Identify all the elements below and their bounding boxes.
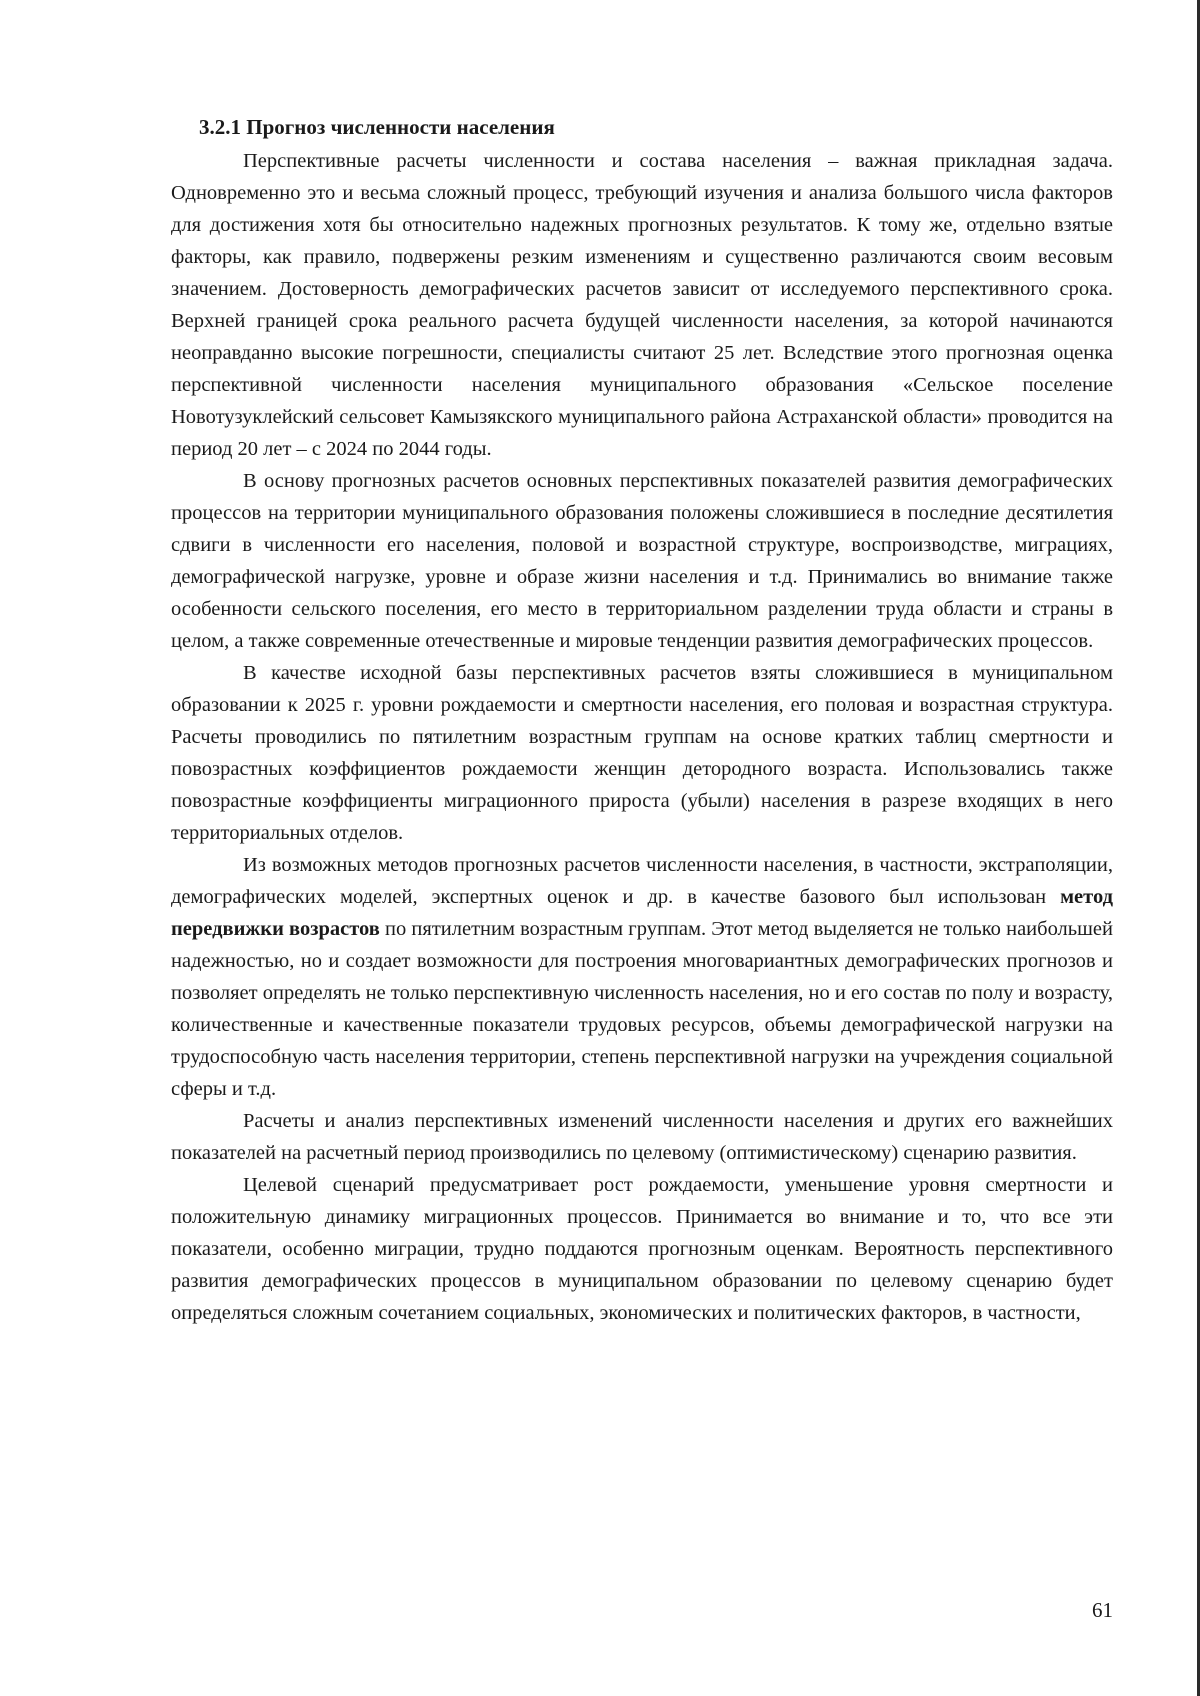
paragraph-4-after: по пятилетним возрастным группам. Этот метод выделяется не только наибольшей надежностью, но и создает возможности для построения многовариантных демографических прогнозов и позволяет определять не только перспективную численность населения, но и его состав по полу и возрасту, количественные и качественные показатели трудовых ресурсов, объемы демографической нагрузки на трудоспособную часть населения территории, степень перспективной нагрузки на учреждения социальной сферы и т.д. bbox=[171, 918, 1113, 1100]
paragraph-4-before: Из возможных методов прогнозных расчетов численности населения, в частности, экстраполяции, демографических моделей, экспертных оценок и др. в качестве базового был использован bbox=[171, 854, 1113, 908]
page-number: 61 bbox=[1092, 1598, 1113, 1622]
paragraph-4 bbox=[171, 849, 1113, 1105]
paragraph-4-bold-term: метод передвижки возрастов bbox=[171, 886, 1113, 940]
paragraph-3: В качестве исходной базы перспективных расчетов взяты сложившиеся в муниципальном образовании к 2025 г. уровни рождаемости и смертности населения, его половая и возрастная структура. Расчеты проводились по пятилетним возрастным группам на основе кратких таблиц смертности и повозрастных коэффициентов рождаемости женщин детородного возраста. Использовались также повозрастные коэффициенты миграционного прироста (убыли) населения в разрезе входящих в него территориальных отделов. bbox=[171, 662, 1113, 844]
paragraph-6: Целевой сценарий предусматривает рост рождаемости, уменьшение уровня смертности и положительную динамику миграционных процессов. Принимается во внимание и то, что все эти показатели, особенно миграции, трудно поддаются прогнозным оценкам. Вероятность перспективного развития демографических процессов в муниципальном образовании по целевому сценарию будет определяться сложным сочетанием социальных, экономических и политических факторов, в частности, bbox=[171, 1174, 1113, 1324]
paragraph-2: В основу прогнозных расчетов основных перспективных показателей развития демографических процессов на территории муниципального образования положены сложившиеся в последние десятилетия сдвиги в численности его населения, половой и возрастной структуре, воспроизводстве, миграциях, демографической нагрузке, уровне и образе жизни населения и т.д. Принимались во внимание также особенности сельского поселения, его место в территориальном разделении труда области и страны в целом, а также современные отечественные и мировые тенденции развития демографических процессов. bbox=[171, 470, 1113, 652]
section-heading: 3.2.1 Прогноз численности населения bbox=[199, 115, 555, 139]
paragraph-1: Перспективные расчеты численности и состава населения – важная прикладная задача. Одновременно это и весьма сложный процесс, требующий изучения и анализа большого числа факторов для достижения хотя бы относительно надежных прогнозных результатов. К тому же, отдельно взятые факторы, как правило, подвержены резким изменениям и существенно различаются своим весовым значением. Достоверность демографических расчетов зависит от исследуемого перспективного срока. Верхней границей срока реального расчета будущей численности населения, за которой начинаются неоправданно высокие погрешности, специалисты считают 25 лет. Вследствие этого прогнозная оценка перспективной численности населения муниципального образования «Сельское поселение Новотузуклейский сельсовет Камызякского муниципального района Астраханской области» проводится на период 20 лет – с 2024 по 2044 годы. bbox=[171, 150, 1113, 460]
page-content bbox=[171, 113, 1113, 1329]
paragraph-5: Расчеты и анализ перспективных изменений численности населения и других его важнейших показателей на расчетный период производились по целевому (оптимистическому) сценарию развития. bbox=[171, 1110, 1113, 1164]
